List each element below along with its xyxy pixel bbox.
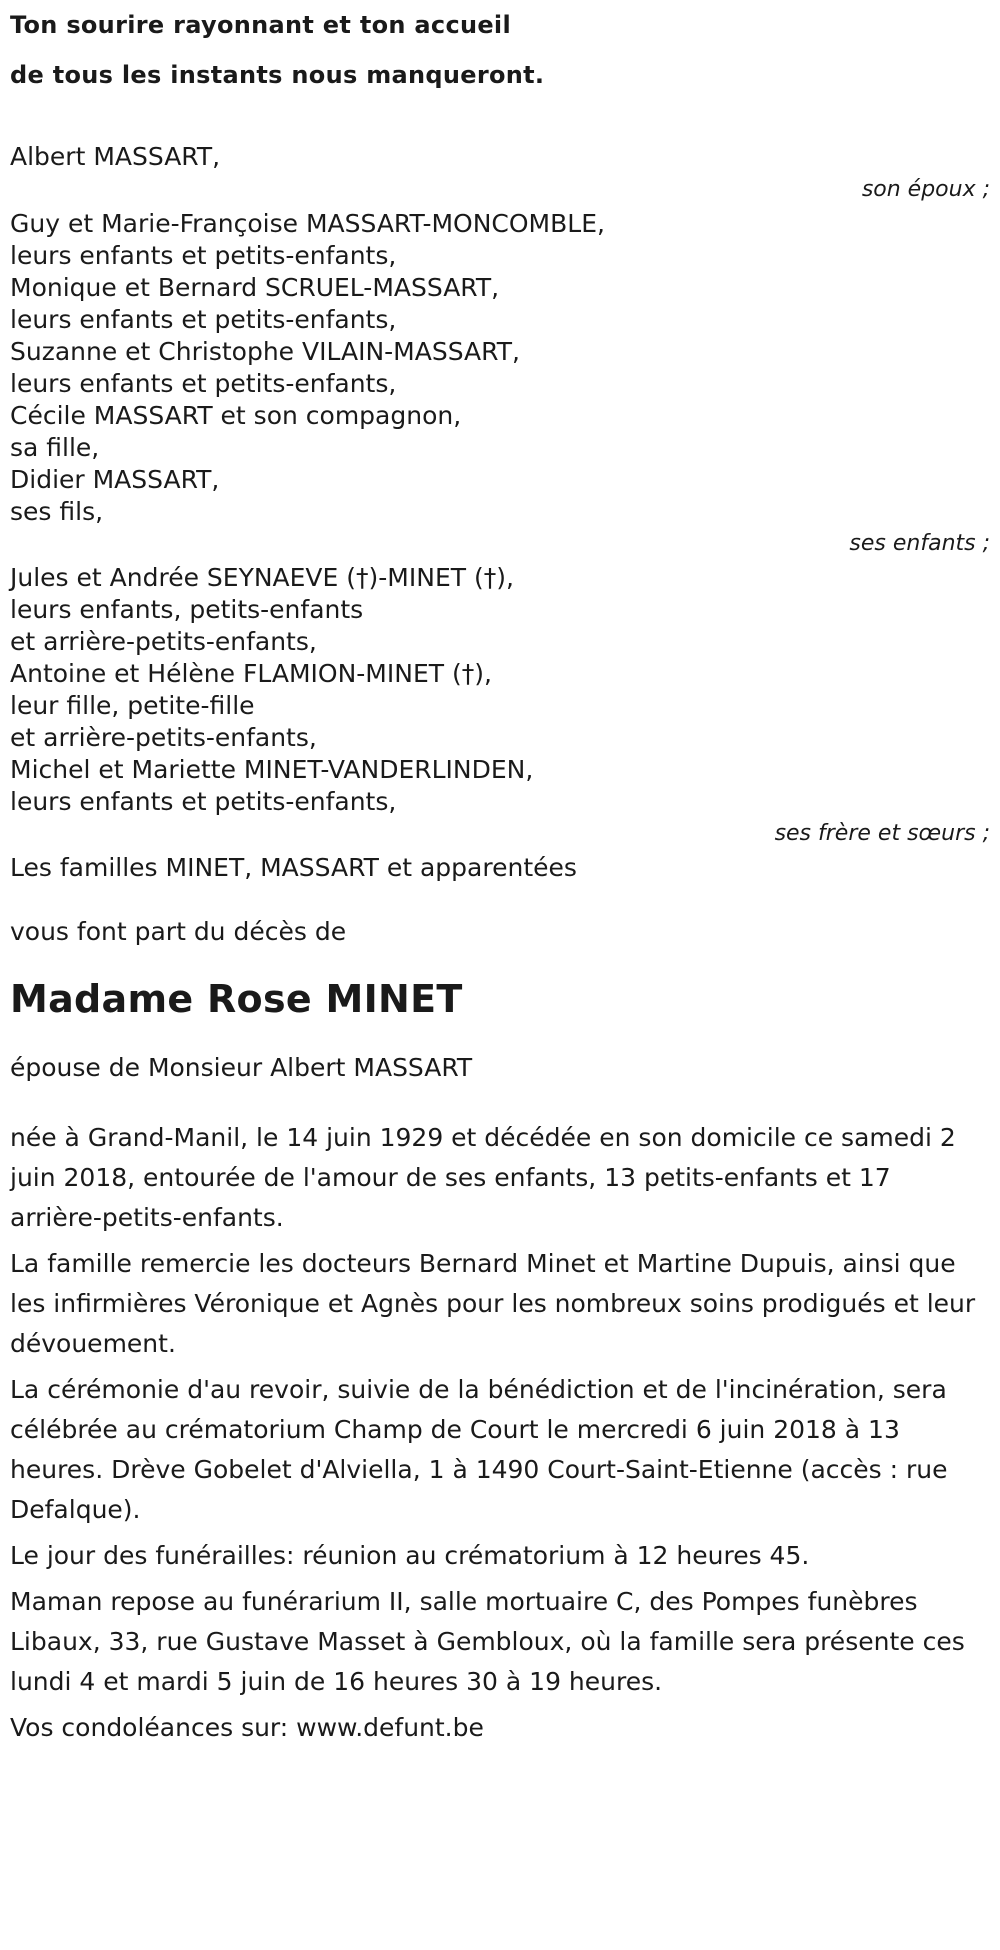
details-section: [10, 1118, 990, 1748]
children-section: [10, 208, 990, 560]
siblings-role: ses frère et sœurs ;: [774, 821, 990, 846]
families-line: Les familles MINET, MASSART et apparentées: [10, 853, 577, 882]
condolences-line: Vos condoléances sur: www.defunt.be: [10, 1713, 484, 1742]
siblings-line: et arrière-petits-enfants,: [10, 723, 317, 752]
opening-quote: [10, 0, 990, 100]
children-line: ses fils,: [10, 497, 104, 526]
spouse-line: épouse de Monsieur Albert MASSART: [10, 1053, 473, 1082]
children-line: Cécile MASSART et son compagnon,: [10, 401, 462, 430]
children-line: sa fille,: [10, 433, 100, 462]
husband-role: son époux ;: [861, 177, 990, 202]
siblings-line: leurs enfants, petits-enfants: [10, 595, 364, 624]
children-line: leurs enfants et petits-enfants,: [10, 369, 397, 398]
siblings-line: Antoine et Hélène FLAMION-MINET (†),: [10, 659, 492, 688]
deceased-name: Madame Rose MINET: [10, 977, 463, 1021]
siblings-line: et arrière-petits-enfants,: [10, 627, 317, 656]
husband-section: [10, 140, 990, 206]
funeral-meeting-paragraph: Le jour des funérailles: réunion au crématorium à 12 heures 45.: [10, 1541, 810, 1570]
funerarium-paragraph: Maman repose au funérarium II, salle mortuaire C, des Pompes funèbres Libaux, 33, rue Gustave Masset à Gembloux, où la famille sera présente ces lundi 4 et mardi 5 juin de 16 heures 30 à 19 heures.: [10, 1587, 965, 1696]
quote-line-1: Ton sourire rayonnant et ton accueil: [10, 11, 511, 39]
announce-line: vous font part du décès de: [10, 917, 347, 946]
ceremony-paragraph: La cérémonie d'au revoir, suivie de la bénédiction et de l'incinération, sera célébrée au crématorium Champ de Court le mercredi 6 juin 2018 à 13 heures. Drève Gobelet d'Alviella, 1 à 1490 Court-Saint-Etienne (accès : rue Defalque).: [10, 1375, 948, 1524]
siblings-section: [10, 562, 990, 850]
quote-line-2: de tous les instants nous manqueront.: [10, 61, 545, 89]
obituary-content: [10, 0, 990, 1754]
husband-name: Albert MASSART,: [10, 142, 221, 171]
children-line: Suzanne et Christophe VILAIN-MASSART,: [10, 337, 520, 366]
siblings-line: leurs enfants et petits-enfants,: [10, 787, 397, 816]
thanks-paragraph: La famille remercie les docteurs Bernard Minet et Martine Dupuis, ainsi que les infirmières Véronique et Agnès pour les nombreux soins prodigués et leur dévouement.: [10, 1249, 976, 1358]
children-line: leurs enfants et petits-enfants,: [10, 305, 397, 334]
children-line: leurs enfants et petits-enfants,: [10, 241, 397, 270]
siblings-line: Jules et Andrée SEYNAEVE (†)-MINET (†),: [10, 563, 514, 592]
siblings-line: leur fille, petite-fille: [10, 691, 255, 720]
children-line: Guy et Marie-Françoise MASSART-MONCOMBLE,: [10, 209, 605, 238]
children-line: Monique et Bernard SCRUEL-MASSART,: [10, 273, 500, 302]
children-line: Didier MASSART,: [10, 465, 220, 494]
siblings-line: Michel et Mariette MINET-VANDERLINDEN,: [10, 755, 534, 784]
children-role: ses enfants ;: [849, 531, 990, 556]
birth-death-paragraph: née à Grand-Manil, le 14 juin 1929 et décédée en son domicile ce samedi 2 juin 2018, entourée de l'amour de ses enfants, 13 petits-enfants et 17 arrière-petits-enfants.: [10, 1123, 956, 1232]
